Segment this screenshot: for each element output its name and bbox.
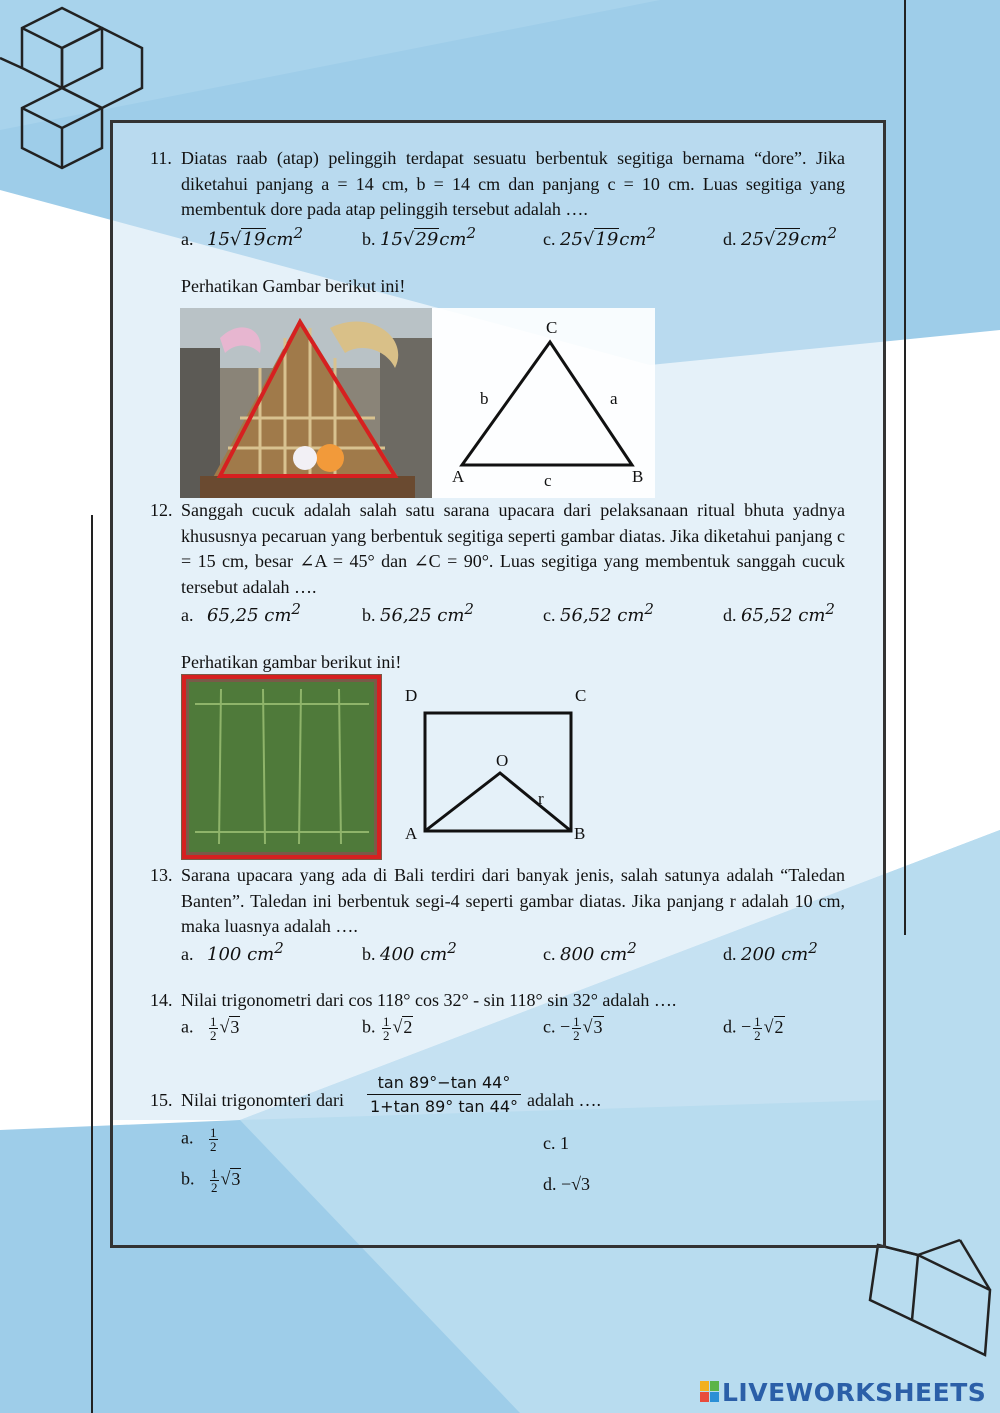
q13-option-b[interactable] xyxy=(362,939,457,965)
option-radicand: 2 xyxy=(403,1016,413,1037)
option-value: 1 xyxy=(560,1133,569,1153)
question-number: 13. xyxy=(150,865,173,885)
q11-option-d[interactable] xyxy=(723,224,837,250)
option-letter: c. xyxy=(543,1133,556,1153)
label-vertex-b: B xyxy=(574,824,586,843)
liveworksheets-logo-icon xyxy=(700,1381,720,1403)
option-radicand: 3 xyxy=(593,1016,603,1037)
label-center-o: O xyxy=(496,751,509,770)
option-sign: − xyxy=(741,1016,752,1037)
option-fraction: $\frac{1}{2}$ xyxy=(754,1014,761,1043)
question-text: Sarana upacara yang ada di Bali terdiri dari banyak jenis, salah satunya adalah “Taledan Banten”. Taledan ini berbentuk segi-4 seperti gambar diatas. Jika panjang r adalah 10 cm, maka luasnya adalah …. xyxy=(181,865,845,936)
question-15-suffix: adalah …. xyxy=(527,1090,601,1110)
option-fraction: $\frac{1}{2}$ xyxy=(211,1166,218,1195)
question-15-number: 15. xyxy=(150,1090,173,1110)
option-letter: b. xyxy=(362,1016,376,1037)
option-value: 800 $cm^2$ xyxy=(560,939,637,965)
option-fraction: $\frac{1}{2}$ xyxy=(210,1014,217,1043)
label-vertex-c: C xyxy=(546,318,558,337)
option-value: 100 $cm^2$ xyxy=(207,939,284,965)
q11-option-c[interactable] xyxy=(543,224,656,250)
q14-option-a[interactable]: a. $\frac{1}{2}$ √3 xyxy=(181,1014,240,1043)
figure1-caption: Perhatikan Gambar berikut ini! xyxy=(181,276,406,296)
triangle-abc-diagram xyxy=(440,315,655,495)
question-text: Diatas raab (atap) pelinggih terdapat sesuatu berbentuk segitiga bernama “dore”. Jika diketahui panjang a = 14 cm, b = 14 cm dan panjang c = 10 cm. Luas segitiga yang membentuk dore pada atap pelinggih tersebut adalah …. xyxy=(181,148,845,219)
question-11 xyxy=(150,146,845,223)
option-letter: a. xyxy=(181,1127,194,1148)
option-value: −√3 xyxy=(561,1174,591,1194)
q12-option-a[interactable] xyxy=(181,600,301,626)
q13-option-c[interactable] xyxy=(543,939,637,965)
q11-option-a[interactable] xyxy=(181,224,303,250)
option-value: 200 $cm^2$ xyxy=(741,939,818,965)
option-radicand: 2 xyxy=(774,1016,784,1037)
option-value: 56,25 $cm^2$ xyxy=(380,600,474,626)
q12-option-c[interactable] xyxy=(543,600,654,626)
option-letter: c. xyxy=(543,944,556,964)
q14-option-d[interactable]: d. − $\frac{1}{2}$ √2 xyxy=(723,1014,784,1043)
option-letter: c. xyxy=(543,1016,556,1037)
option-radicand: 3 xyxy=(231,1168,241,1189)
question-number: 12. xyxy=(150,500,173,520)
question-text: Sanggah cucuk adalah salah satu sarana upacara dari pelaksanaan ritual bhuta yadnya khususnya pecaruan yang berbentuk segitiga seperti gambar diatas. Jika diketahui panjang c = 15 cm, besar ∠A = 45° dan ∠C = 90°. Luas segitiga yang membentuk sanggah cucuk tersebut adalah …. xyxy=(181,500,845,597)
label-side-c: c xyxy=(544,471,552,490)
q14-option-c[interactable]: c. − $\frac{1}{2}$ √3 xyxy=(543,1014,603,1043)
q15-option-b[interactable]: b. $\frac{1}{2}$ √3 xyxy=(181,1166,241,1195)
q13-option-a[interactable] xyxy=(181,939,284,965)
figure2-caption: Perhatikan gambar berikut ini! xyxy=(181,652,402,672)
option-letter: a. xyxy=(181,229,194,249)
option-value: 400 $cm^2$ xyxy=(380,939,457,965)
question-number: 14. xyxy=(150,990,173,1010)
label-side-a: a xyxy=(610,389,618,408)
option-letter: a. xyxy=(181,605,194,625)
option-sign: − xyxy=(560,1016,571,1037)
q15-option-a[interactable] xyxy=(181,1126,220,1153)
option-value: $15√29cm^2$ xyxy=(380,224,476,250)
option-letter: a. xyxy=(181,944,194,964)
q11-option-b[interactable] xyxy=(362,224,476,250)
question-15-fraction xyxy=(367,1073,521,1116)
q13-option-d[interactable] xyxy=(723,939,818,965)
option-radicand: 3 xyxy=(230,1016,240,1037)
label-vertex-c: C xyxy=(575,686,587,705)
option-letter: b. xyxy=(362,944,376,964)
q15-option-d[interactable] xyxy=(543,1174,590,1195)
option-letter: b. xyxy=(181,1168,195,1189)
option-value: 65,25 $cm^2$ xyxy=(207,600,301,626)
option-fraction: $\frac{1}{2}$ xyxy=(383,1014,390,1043)
option-letter: d. xyxy=(723,229,737,249)
option-letter: c. xyxy=(543,229,556,249)
label-vertex-a: A xyxy=(452,467,465,486)
q15-option-c[interactable] xyxy=(543,1133,569,1154)
option-letter: d. xyxy=(543,1174,557,1194)
q14-option-b[interactable]: b. $\frac{1}{2}$ √2 xyxy=(362,1014,413,1043)
option-letter: d. xyxy=(723,605,737,625)
option-letter: b. xyxy=(362,605,376,625)
option-letter: c. xyxy=(543,605,556,625)
question-14 xyxy=(150,988,845,1014)
question-15-prefix: Nilai trigonomteri dari xyxy=(181,1090,344,1110)
question-text: Nilai trigonometri dari cos 118° cos 32° - sin 118° sin 32° adalah …. xyxy=(181,990,677,1010)
option-value: 65,52 $cm^2$ xyxy=(741,600,835,626)
option-value: $25√29cm^2$ xyxy=(741,224,837,250)
question-12 xyxy=(150,498,845,600)
label-side-b: b xyxy=(480,389,489,408)
option-fraction: $\frac{1}{2}$ xyxy=(210,1125,217,1154)
q12-option-d[interactable] xyxy=(723,600,835,626)
option-value: $25√19cm^2$ xyxy=(560,224,656,250)
label-vertex-b: B xyxy=(632,467,644,486)
pelinggih-photo xyxy=(180,308,432,498)
label-radius-r: r xyxy=(538,789,544,808)
taledan-banten-photo xyxy=(181,674,382,860)
question-number: 11. xyxy=(150,148,172,168)
question-13 xyxy=(150,863,845,940)
option-value: $15√19cm^2$ xyxy=(207,224,303,250)
q12-option-b[interactable] xyxy=(362,600,474,626)
option-letter: b. xyxy=(362,229,376,249)
fraction-denominator: 1+tan 89° tan 44° xyxy=(370,1097,518,1116)
option-fraction: $\frac{1}{2}$ xyxy=(573,1014,580,1043)
option-letter: a. xyxy=(181,1016,194,1037)
liveworksheets-logo-text: LIVEWORKSHEETS xyxy=(722,1378,987,1407)
fraction-numerator: tan 89°−tan 44° xyxy=(367,1073,521,1095)
option-letter: d. xyxy=(723,1016,737,1037)
option-value: 56,52 $cm^2$ xyxy=(560,600,654,626)
label-vertex-d: D xyxy=(405,686,418,705)
label-vertex-a: A xyxy=(405,824,418,843)
option-letter: d. xyxy=(723,944,737,964)
